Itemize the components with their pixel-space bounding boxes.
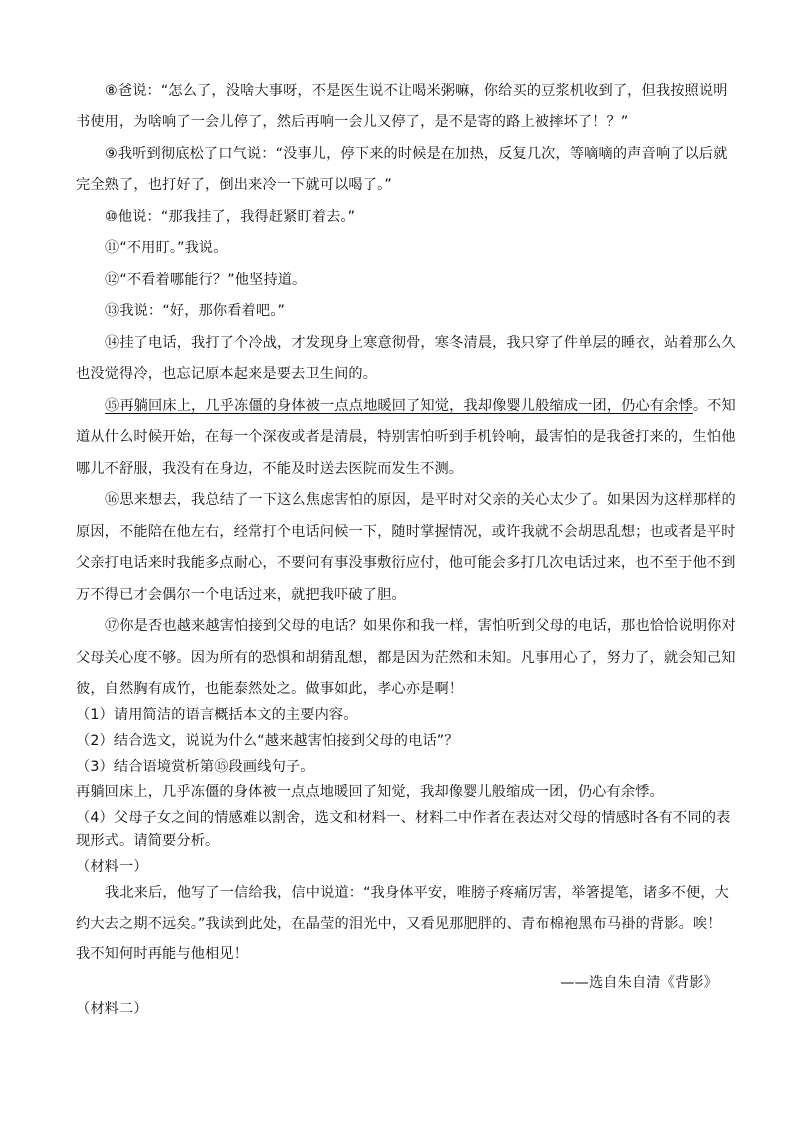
paragraph-15-line-2: 道从什么时候开始，在每一个深夜或者是清晨，特别害怕听到手机铃响，最害怕的是我爸打来的，生怕他	[76, 429, 736, 445]
paragraph-15-line-3: 哪儿不舒服，我没有在身边，不能及时送去医院而发生不测。	[76, 461, 464, 477]
paragraph-15-line-1	[105, 396, 736, 416]
paragraph-15-line-1-rest: 。不知	[692, 398, 736, 414]
paragraph-13: ⑬我说：“好，那你看着吧。”	[105, 303, 285, 319]
paragraph-12: ⑫“不看着哪能行？”他坚持道。	[105, 272, 307, 288]
paragraph-9-line-1: ⑨我听到彻底松了口气说：“没事儿，停下来的时候是在加热，反复几次，等嘀嘀的声音响了以后就	[105, 146, 728, 162]
paragraph-10: ⑩他说：“那我挂了，我得赶紧盯着去。”	[105, 209, 356, 225]
paragraph-17-line-2: 父母关心度不够。因为所有的恐惧和胡猜乱想，都是因为茫然和未知。凡事用心了，努力了，就会知己知	[76, 650, 736, 666]
paragraph-11: ⑪“不用盯。”我说。	[105, 240, 228, 256]
material-1-line-1: 我北来后，他写了一信给我，信中说道：“我身体平安，唯膀子疼痛厉害，举箸提笔，诸多不便，大	[105, 885, 730, 901]
question-4-line-2: 现形式。请简要分析。	[76, 833, 220, 849]
material-1-line-2: 约大去之期不远矣。”我读到此处，在晶莹的泪光中，又看见那肥胖的、青布棉袍黑布马褂的背影。唉！	[76, 916, 722, 932]
paragraph-8-line-2: 书使用，为啥响了一会儿停了，然后再响一会儿又停了，是不是寄的路上被摔坏了！？”	[76, 114, 629, 130]
question-4-line-1: （4）父母子女之间的情感难以割舍，选文和材料一、材料二中作者在表达对父母的情感时各有不同的表	[76, 810, 731, 826]
paragraph-14-line-1: ⑭挂了电话，我打了个冷战，才发现身上寒意彻骨，寒冬清晨，我只穿了件单层的睡衣，站着那么久	[105, 335, 736, 351]
paragraph-9-line-2: 完全熟了，也打好了，倒出来冷一下就可以喝了。”	[76, 177, 392, 193]
question-2: （2）结合选文，说说为什么“越来越害怕接到父母的电话”？	[76, 733, 459, 749]
paragraph-8-line-1: ⑧爸说：“怎么了，没啥大事呀，不是医生说不让喝米粥嘛，你给买的豆浆机收到了，但我按照说明	[105, 83, 728, 99]
material-1-source: ——选自朱自清《背影》	[560, 975, 718, 991]
paragraph-16-line-4: 万不得已才会偶尔一个电话过来，就把我吓破了胆。	[76, 587, 406, 603]
paragraph-16-line-1: ⑯思来想去，我总结了一下这么焦虑害怕的原因，是平时对父亲的关心太少了。如果因为这样那样的	[105, 492, 736, 508]
question-1: （1）请用简洁的语言概括本文的主要内容。	[76, 707, 358, 723]
underlined-sentence: ⑮再躺回床上，几乎冻僵的身体被一点点地暖回了知觉，我却像婴儿般缩成一团，仍心有余悸	[105, 398, 693, 414]
material-2-heading: （材料二）	[76, 1001, 148, 1017]
paragraph-16-line-2: 原因，不能陪在他左右，经常打个电话问候一下，随时掌握情况，或许我就不会胡思乱想；也或者是平时	[76, 524, 736, 540]
question-3-quote: 再躺回床上，几乎冻僵的身体被一点点地暖回了知觉，我却像婴儿般缩成一团，仍心有余悸。	[76, 784, 664, 800]
paragraph-17-line-1: ⑰你是否也越来越害怕接到父母的电话？如果你和我一样，害怕听到父母的电话，那也恰恰说明你对	[105, 618, 736, 634]
material-1-heading: （材料一）	[76, 859, 148, 875]
paragraph-16-line-3: 父亲打电话来时我能多点耐心，不要问有事没事敷衍应付，他可能会多打几次电话过来，也不至于他不到	[76, 555, 736, 571]
paragraph-17-line-3: 彼，自然胸有成竹，也能泰然处之。做事如此，孝心亦是啊！	[76, 681, 464, 697]
question-3: （3）结合语境赏析第⑮段画线句子。	[76, 759, 315, 775]
paragraph-14-line-2: 也没觉得冷，也忘记原本起来是要去卫生间的。	[76, 366, 378, 382]
material-1-line-3: 我不知何时再能与他相见！	[76, 946, 249, 962]
